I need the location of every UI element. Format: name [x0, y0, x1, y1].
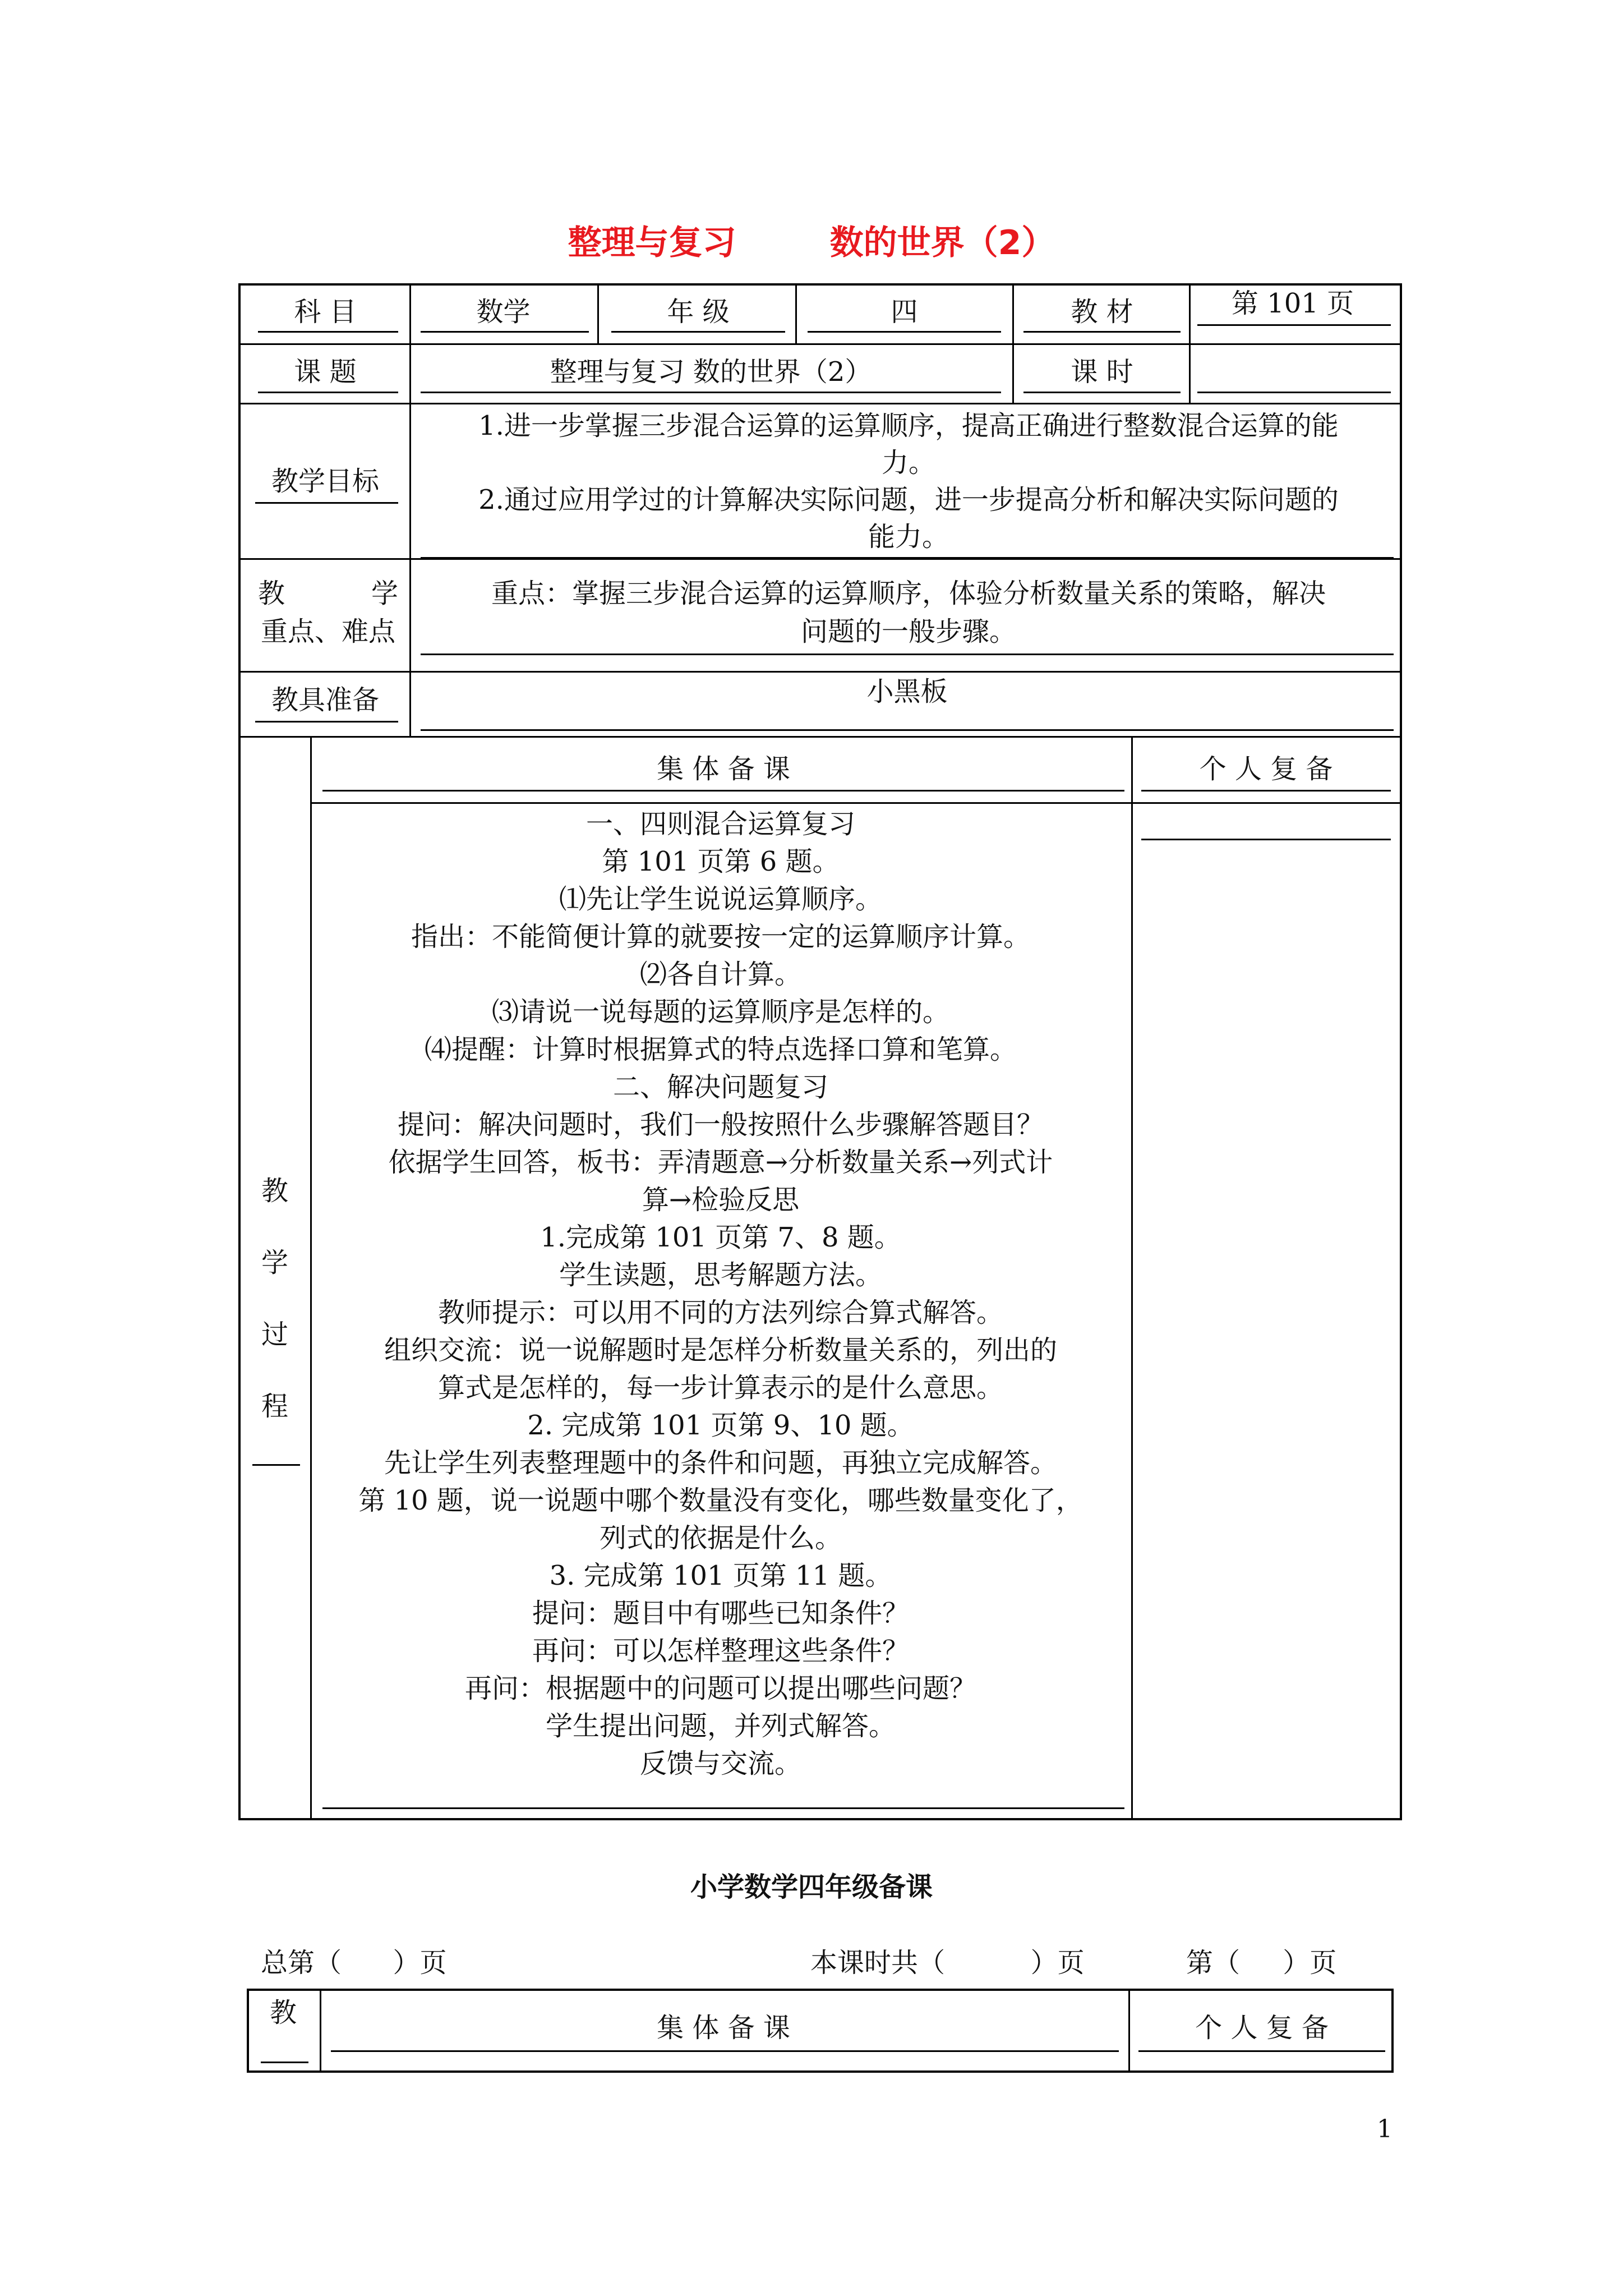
material-value-underline	[1197, 324, 1391, 326]
process-line-19: 第 10 题，说一说题中哪个数量没有变化，哪些数量变化了，	[358, 1485, 1083, 1516]
process-line-1: 一、四则混合运算复习	[585, 808, 855, 840]
page-title: 整理与复习 数的世界（2）	[568, 223, 1055, 263]
topic-label: 课 题	[294, 356, 357, 388]
process-line-12: 1.完成第 101 页第 7、8 题。	[540, 1222, 901, 1253]
material-label-underline	[1023, 331, 1181, 333]
goal-line-1: 1.进一步掌握三步混合运算的运算顺序，提高正确进行整数混合运算的能	[478, 410, 1339, 441]
process-line-6: ⑶请说一说每题的运算顺序是怎样的。	[491, 996, 949, 1028]
process-line-11: 算→检验反思	[642, 1184, 800, 1216]
process-line-16: 算式是怎样的，每一步计算表示的是什么意思。	[437, 1372, 1003, 1404]
goals-label: 教学目标	[271, 466, 379, 497]
subject-label: 科 目	[294, 296, 357, 328]
process-line-9: 提问：解决问题时，我们一般按照什么步骤解答题目？	[397, 1109, 1044, 1140]
period-label: 课 时	[1071, 356, 1133, 388]
process-line-7: ⑷提醒：计算时根据算式的特点选择口算和笔算。	[424, 1034, 1017, 1065]
bottom-side-underline	[261, 2062, 308, 2063]
process-line-4: 指出：不能简便计算的就要按一定的运算顺序计算。	[411, 921, 1030, 953]
goal-line-3: 2.通过应用学过的计算解决实际问题，进一步提高分析和解决实际问题的	[478, 484, 1339, 516]
personal-notes-line	[1141, 839, 1391, 840]
bottom-side-label: 教	[269, 1997, 297, 2028]
tools-label: 教具准备	[271, 684, 379, 716]
topic-value: 整理与复习 数的世界（2）	[550, 356, 872, 388]
process-line-21: 3. 完成第 101 页第 11 题。	[549, 1560, 892, 1591]
material-value: 第 101 页	[1231, 288, 1354, 319]
topic-value-underline	[421, 392, 1001, 393]
process-line-22: 提问：题目中有哪些已知条件？	[532, 1598, 909, 1629]
process-line-23: 再问：可以怎样整理这些条件？	[532, 1635, 909, 1667]
bottom-col-personal: 个 人 复 备	[1195, 2012, 1329, 2044]
process-line-24: 再问：根据题中的问题可以提出哪些问题？	[464, 1673, 976, 1704]
goals-label-underline	[255, 502, 398, 504]
grade-value-underline	[808, 331, 1001, 333]
process-line-5: ⑵各自计算。	[639, 959, 801, 990]
process-line-14: 教师提示：可以用不同的方法列综合算式解答。	[437, 1297, 1003, 1328]
process-col-personal: 个 人 复 备	[1199, 753, 1333, 785]
process-side-underline	[252, 1464, 300, 1466]
page-of: 第（ ）页	[1186, 1947, 1337, 1978]
tools-underline	[421, 729, 1394, 731]
key-point-line-1: 重点：掌握三步混合运算的运算顺序，体验分析数量关系的策略，解决	[491, 578, 1326, 609]
bottom-col-collective: 集 体 备 课	[657, 2012, 790, 2044]
total-pages: 总第（ ）页	[261, 1947, 447, 1978]
goals-underline	[421, 557, 1394, 559]
grade-label-underline	[611, 331, 785, 333]
goal-line-2: 力。	[881, 447, 935, 478]
period-value-underline	[1197, 392, 1391, 393]
subject-value: 数学	[476, 296, 531, 328]
process-side-char-4: 程	[261, 1391, 288, 1422]
process-line-20: 列式的依据是什么。	[599, 1522, 842, 1554]
key-label-1	[247, 575, 409, 612]
process-line-25: 学生提出问题，并列式解答。	[545, 1710, 896, 1742]
period-label-underline	[1023, 392, 1181, 393]
process-side-char-1: 教	[261, 1175, 288, 1207]
process-line-2: 第 101 页第 6 题。	[602, 846, 840, 877]
goal-line-4: 能力。	[868, 521, 949, 553]
lesson-pages: 本课时共（ ）页	[810, 1947, 1085, 1978]
key-points-underline	[421, 654, 1394, 655]
subject-value-underline	[421, 331, 589, 333]
process-line-26: 反馈与交流。	[639, 1748, 801, 1779]
subject-label-underline	[258, 331, 398, 333]
process-line-17: 2. 完成第 101 页第 9、10 题。	[527, 1410, 914, 1441]
grade-value: 四	[891, 296, 918, 328]
tools-value: 小黑板	[866, 676, 948, 707]
topic-label-underline	[258, 392, 398, 393]
material-label: 教 材	[1071, 296, 1133, 328]
process-col-personal-underline	[1141, 790, 1391, 792]
process-bottom-underline	[322, 1807, 1124, 1809]
process-line-15: 组织交流：说一说解题时是怎样分析数量关系的，列出的	[384, 1335, 1057, 1366]
process-line-13: 学生读题，思考解题方法。	[559, 1259, 882, 1291]
bottom-col-collective-underline	[331, 2050, 1119, 2052]
process-side-char-3: 过	[261, 1319, 288, 1350]
process-line-18: 先让学生列表整理题中的条件和问题，再独立完成解答。	[384, 1447, 1057, 1479]
bottom-col-personal-underline	[1138, 2050, 1385, 2052]
process-col-collective-underline	[322, 790, 1124, 792]
key-label-2: 重点、难点	[260, 616, 395, 647]
key-point-line-2: 问题的一般步骤。	[800, 616, 1016, 647]
process-line-10: 依据学生回答，板书：弄清题意→分析数量关系→列式计	[388, 1147, 1053, 1178]
process-side-char-2: 学	[261, 1247, 288, 1278]
key-label-1-text: 教 学	[258, 578, 398, 609]
process-line-3: ⑴先让学生说说运算顺序。	[559, 884, 882, 915]
tools-label-underline	[255, 721, 398, 723]
process-col-collective: 集 体 备 课	[657, 753, 790, 785]
process-line-8: 二、解决问题复习	[612, 1071, 828, 1103]
section2-title: 小学数学四年级备课	[690, 1871, 933, 1903]
page-number: 1	[1377, 2115, 1393, 2143]
grade-label: 年 级	[667, 296, 730, 328]
